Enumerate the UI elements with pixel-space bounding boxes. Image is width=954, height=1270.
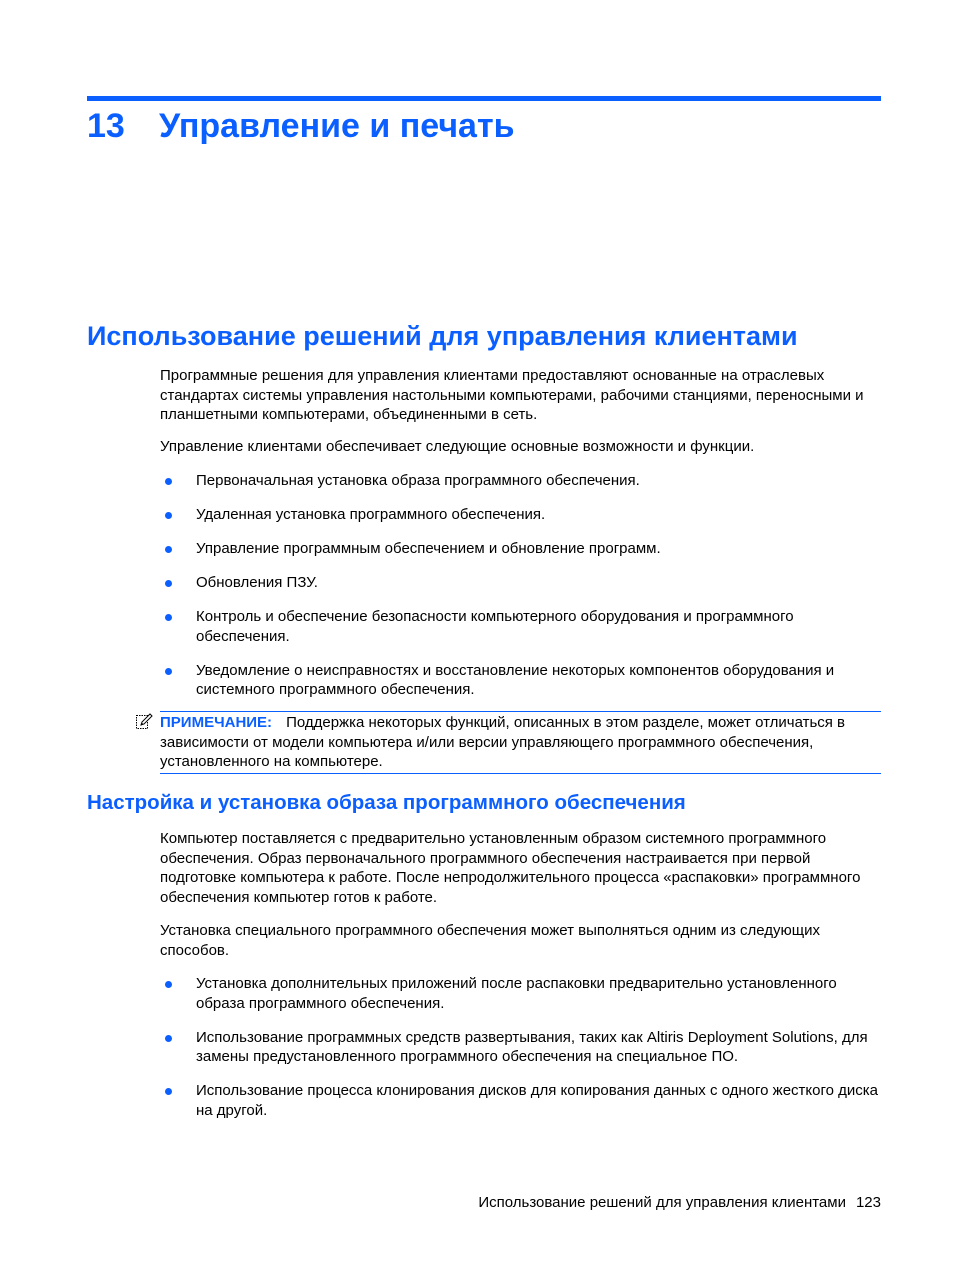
page-footer (478, 1193, 881, 1213)
install-methods-list (160, 974, 888, 1120)
subsection-paragraph-2 (160, 921, 888, 960)
list-item: Управление программным обеспечением и обновление программ. (160, 539, 888, 559)
page-number: 123 (855, 1194, 881, 1211)
list-item: Использование программных средств развертывания, таких как Altiris Deployment Solutions, для замены предустановленного программного обеспечения на специальное ПО. (160, 1028, 888, 1067)
bullet-icon (165, 478, 172, 485)
bullet-icon (165, 1088, 172, 1095)
bullet-icon (165, 981, 172, 988)
list-item: Установка дополнительных приложений после распаковки предварительно установленного образа программного обеспечения. (160, 974, 888, 1013)
list-item: Контроль и обеспечение безопасности компьютерного оборудования и программного обеспечения. (160, 607, 888, 646)
list-item: Уведомление о неисправностях и восстановление некоторых компонентов оборудования и системного программного обеспечения. (160, 661, 888, 700)
note-pencil-icon (135, 712, 153, 730)
chapter-number: 13 (87, 107, 125, 145)
footer-title: Использование решений для управления клиентами (478, 1194, 846, 1211)
bullet-icon (165, 1035, 172, 1042)
chapter-title-text: Управление и печать (159, 107, 515, 145)
chapter-rule (87, 96, 881, 101)
section-intro (160, 366, 888, 425)
bullet-icon (165, 580, 172, 587)
section-title: Использование решений для управления клиентами (87, 321, 798, 351)
note-box (160, 711, 881, 774)
chapter-title (87, 104, 515, 148)
note-label: ПРИМЕЧАНИЕ: (160, 714, 273, 731)
bullet-icon (165, 614, 172, 621)
list-item: Первоначальная установка образа программного обеспечения. (160, 471, 888, 491)
subsection-title: Настройка и установка образа программного обеспечения (87, 791, 686, 814)
list-item: Использование процесса клонирования дисков для копирования данных с одного жесткого диска на другой. (160, 1081, 888, 1120)
note-paragraph (160, 713, 881, 772)
section-lead (160, 437, 888, 457)
list-item: Обновления ПЗУ. (160, 573, 888, 593)
paragraph: Компьютер поставляется с предварительно установленным образом системного программного обеспечения. Образ первоначального программного обеспечения настраивается при первой подготовке компьютера к работе. После непродолжительного процесса «распаковки» программного обеспечения компьютер готов к работе. (160, 830, 861, 906)
subsection-paragraph-1 (160, 829, 888, 907)
bullet-icon (165, 668, 172, 675)
note-text: Поддержка некоторых функций, описанных в этом разделе, может отличаться в зависимости от модели компьютера и/или версии управляющего программного обеспечения, установленного на компьютере. (160, 714, 846, 770)
lead-paragraph: Управление клиентами обеспечивает следующие основные возможности и функции. (160, 438, 755, 455)
intro-paragraph: Программные решения для управления клиентами предоставляют основанные на отраслевых стандартах системы управления настольными компьютерами, рабочими станциями, переносными и планшетными компьютерами, объединенными в сеть. (160, 367, 864, 423)
list-item: Удаленная установка программного обеспечения. (160, 505, 888, 525)
features-list (160, 471, 888, 700)
bullet-icon (165, 546, 172, 553)
paragraph: Установка специального программного обеспечения может выполняться одним из следующих способов. (160, 922, 820, 959)
bullet-icon (165, 512, 172, 519)
